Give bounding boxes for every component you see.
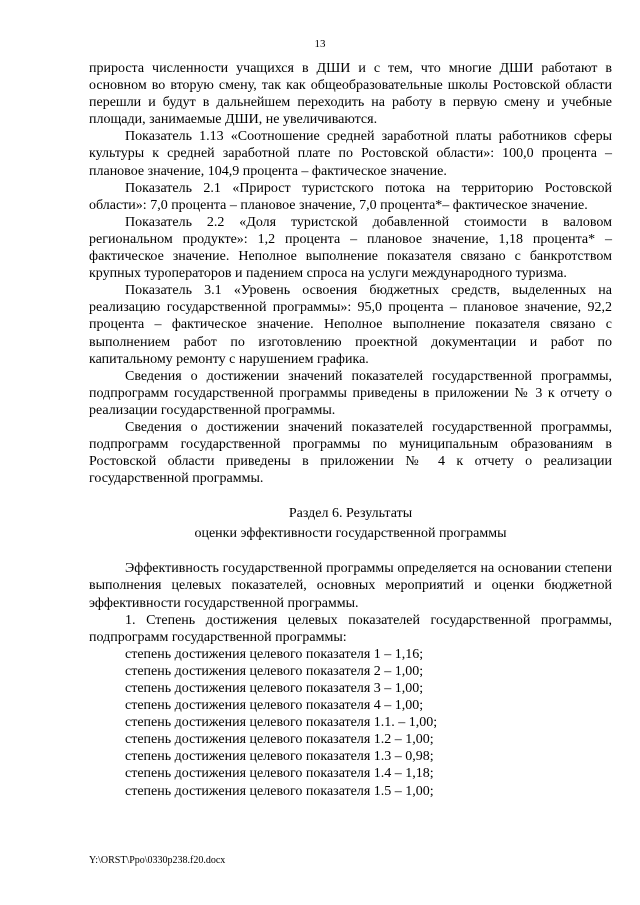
list-item: степень достижения целевого показателя 1.4 – 1,18; (125, 766, 434, 782)
file-path-footer: Y:\ORST\Ppo\0330p238.f20.docx (89, 855, 226, 866)
list-item: степень достижения целевого показателя 1 – 1,16; (125, 646, 424, 662)
document-body (89, 60, 612, 800)
paragraph-appendix-4: Сведения о достижении значений показателей государственной программы, подпрограмм государственной программы по муниципальным образованиям в Ростовской области приведены в приложении № 4 к отчету о реализации государственной программы. (89, 419, 612, 487)
list-item: степень достижения целевого показателя 1.2 – 1,00; (125, 732, 434, 748)
list-item: степень достижения целевого показателя 1.3 – 0,98; (125, 749, 434, 765)
paragraph-indicator-1-13: Показатель 1.13 «Соотношение средней заработной платы работников сферы культуры к средней заработной плате по Ростовской области»: 100,0 процента – плановое значение, 104,9 процента – фактическое значение. (89, 129, 612, 179)
list-item: степень достижения целевого показателя 4 – 1,00; (125, 698, 424, 714)
paragraph-continuation: прироста численности учащихся в ДШИ и с тем, что многие ДШИ работают в основном во вторую смену, так как общеобразовательные школы Ростовской области перешли и будут в дальнейшем переходить на работу в первую смену и учебные площади, занимаемые ДШИ, не увеличиваются. (89, 61, 612, 128)
section-heading (89, 504, 612, 544)
section-title-line-1: Раздел 6. Результаты (288, 506, 413, 522)
paragraph-indicator-2-1: Показатель 2.1 «Прирост туристского потока на территорию Ростовской области»: 7,0 процента – плановое значение, 7,0 процента*– фактическое значение. (89, 180, 612, 213)
paragraph-indicator-3-1: Показатель 3.1 «Уровень освоения бюджетных средств, выделенных на реализацию государственной программы»: 95,0 процента – плановое значение, 92,2 процента – фактическое значение. Неполное выполнение показателя связано с выполнением работ по изготовлению проектной документации и работ по капитальному ремонту с нарушением графика. (89, 283, 612, 367)
list-item: степень достижения целевого показателя 1.1. – 1,00; (125, 715, 438, 731)
list-item: степень достижения целевого показателя 3 – 1,00; (125, 681, 424, 696)
paragraph-effectiveness: Эффективность государственной программы определяется на основании степени выполнения целевых показателей, основных мероприятий и оценки бюджетной эффективности государственной программы. (89, 561, 612, 611)
list-item: степень достижения целевого показателя 1.5 – 1,00; (125, 783, 434, 799)
list-item: степень достижения целевого показателя 2 – 1,00; (125, 663, 424, 679)
page-number: 13 (314, 38, 326, 50)
indicator-list (89, 646, 612, 800)
paragraph-indicator-2-2: Показатель 2.2 «Доля туристской добавленной стоимости в валовом региональном продукте»: 1,2 процента – плановое значение, 1,18 процента* – фактическое значение. Неполное выполнение показателя связано с банкротством крупных туроператоров и падением спроса на услуги международного туризма. (89, 214, 612, 282)
section-title-line-2: оценки эффективности государственной программы (194, 526, 507, 542)
paragraph-degree-achievement: 1. Степень достижения целевых показателей государственной программы, подпрограмм государственной программы: (89, 612, 612, 645)
paragraph-appendix-3: Сведения о достижении значений показателей государственной программы, подпрограмм государственной программы приведены в приложении № 3 к отчету о реализации государственной программы. (89, 368, 612, 418)
